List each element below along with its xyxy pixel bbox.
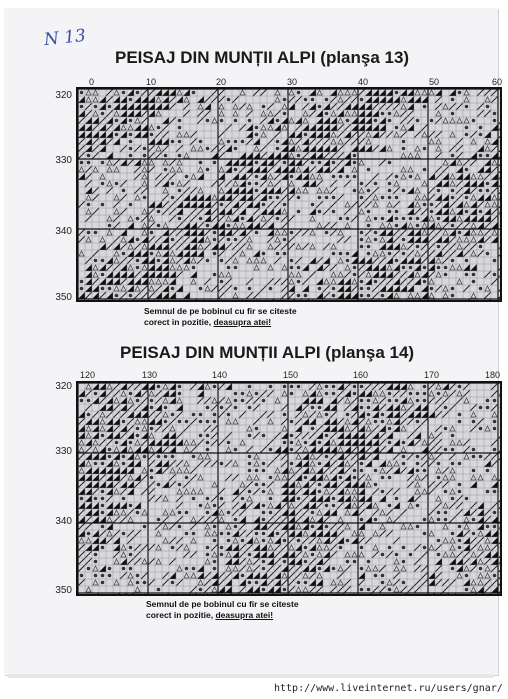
note-text: corect in pozitie,	[146, 610, 216, 620]
x-tick: 10	[146, 77, 157, 87]
y-tick: 320	[55, 90, 72, 101]
note-line-2	[146, 610, 299, 621]
pattern-grid-13	[76, 87, 502, 302]
x-tick: 50	[429, 77, 440, 87]
x-tick: 150	[283, 370, 299, 380]
note-text: corect in pozitie,	[144, 317, 214, 327]
note-emphasis: deasupra atei!	[213, 317, 272, 327]
reading-note-13	[144, 306, 297, 328]
pattern-grid-14	[76, 381, 502, 596]
x-tick: 130	[142, 370, 158, 380]
chart-title-13: PEISAJ DIN MUNȚII ALPI (planşa 13)	[115, 48, 410, 67]
y-tick: 340	[55, 516, 72, 527]
note-line: Semnul de pe bobinul cu fir se citeste	[146, 599, 299, 609]
handwritten-page-number: N 13	[43, 25, 87, 51]
y-tick: 320	[55, 381, 72, 392]
y-tick: 350	[55, 585, 72, 596]
y-tick: 330	[55, 446, 72, 457]
note-line: Semnul de pe bobinul cu fir se citeste	[144, 306, 297, 316]
reading-note-14	[146, 599, 299, 621]
note-emphasis: deasupra atei!	[215, 610, 274, 620]
x-tick: 170	[424, 370, 440, 380]
y-tick: 330	[55, 155, 72, 166]
x-tick: 120	[80, 370, 96, 380]
chart-title-14: PEISAJ DIN MUNȚII ALPI (planşa 14)	[120, 343, 415, 362]
note-line-2	[144, 317, 297, 328]
x-tick: 0	[89, 77, 95, 87]
x-tick: 140	[212, 370, 228, 380]
sheet-edge	[8, 674, 494, 678]
x-tick: 60	[492, 77, 503, 87]
y-tick: 350	[55, 292, 72, 303]
footer-url: http://www.liveinternet.ru/users/gnar/	[274, 683, 503, 694]
x-tick: 20	[216, 77, 227, 87]
x-tick: 40	[358, 77, 369, 87]
x-tick: 160	[353, 370, 369, 380]
y-tick: 340	[55, 226, 72, 237]
x-tick: 30	[287, 77, 298, 87]
x-tick: 180	[485, 370, 501, 380]
